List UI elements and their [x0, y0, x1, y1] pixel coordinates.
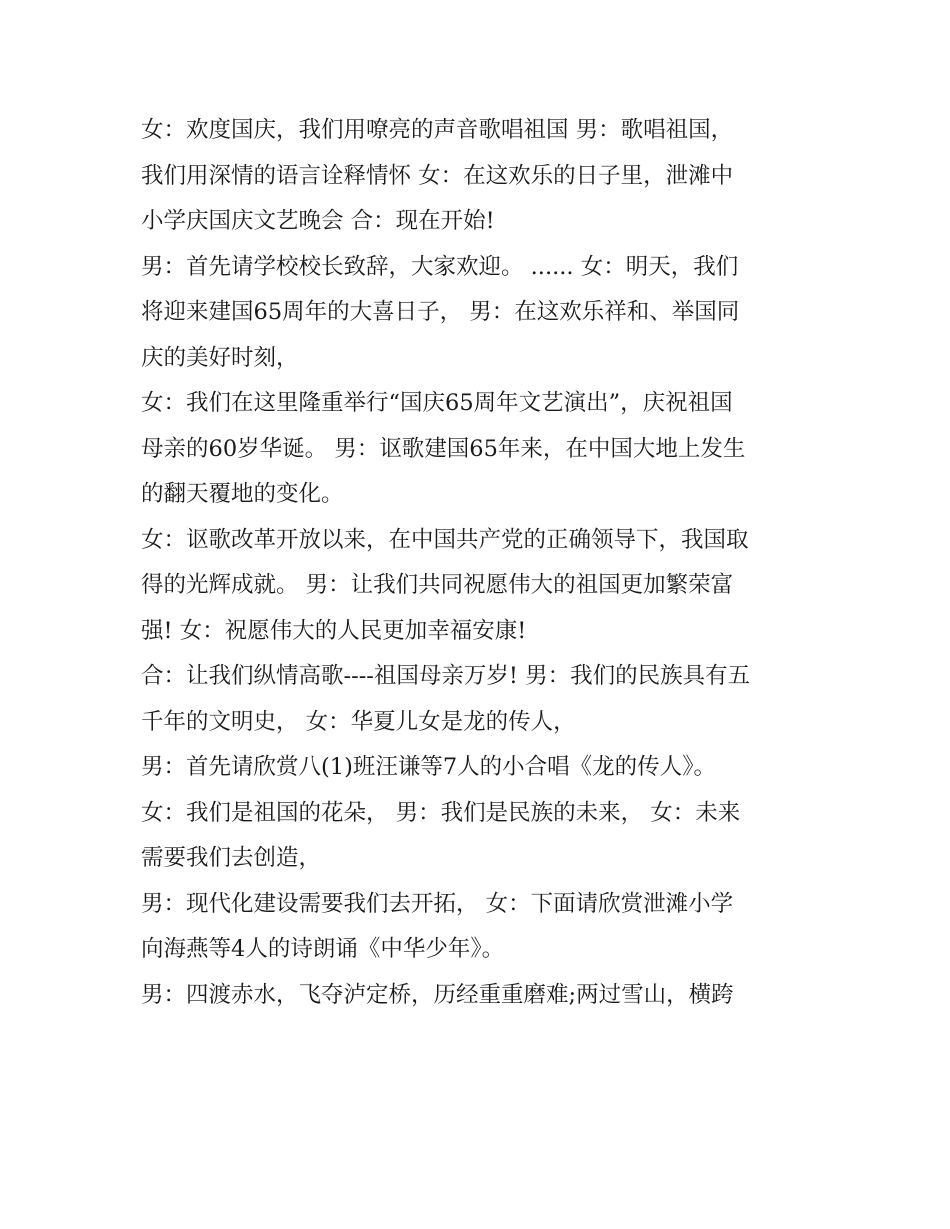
text-line: 向海燕等4人的诗朗诵《中华少年》。	[141, 936, 505, 962]
text-line: 得的光辉成就。 男：让我们共同祝愿伟大的祖国更加繁荣富	[141, 572, 734, 598]
text-line: 我们用深情的语言诠释情怀 女：在这欢乐的日子里，泄滩中	[141, 162, 734, 189]
text-line: 的翻天覆地的变化。	[141, 481, 344, 507]
text-line: 千年的文明史， 女：华夏儿女是龙的传人，	[141, 708, 576, 735]
document-body	[141, 108, 821, 1018]
text-line: 母亲的60岁华诞。 男：讴歌建国65年来，在中国大地上发生	[141, 435, 746, 462]
text-line: 小学庆国庆文艺晚会 合：现在开始!	[141, 208, 495, 234]
text-line: 女：我们在这里隆重举行“国庆65周年文艺演出”，庆祝祖国	[141, 390, 733, 416]
text-line: 女：讴歌改革开放以来，在中国共产党的正确领导下，我国取	[141, 526, 749, 553]
text-line: 女：我们是祖国的花朵， 男：我们是民族的未来， 女：未来	[141, 799, 741, 826]
text-line: 男：首先请学校校长致辞，大家欢迎。 ...... 女：明天，我们	[141, 253, 739, 280]
text-line: 合：让我们纵情高歌----祖国母亲万岁! 男：我们的民族具有五	[141, 663, 751, 689]
text-line: 女：欢度国庆，我们用嘹亮的声音歌唱祖国 男：歌唱祖国，	[141, 117, 734, 143]
text-line: 男：首先请欣赏八(1)班汪谦等7人的小合唱《龙的传人》。	[141, 754, 716, 780]
text-line: 将迎来建国65周年的大喜日子， 男：在这欢乐祥和、举国同	[141, 299, 740, 325]
text-line: 庆的美好时刻，	[141, 344, 299, 371]
text-line: 男：现代化建设需要我们去开拓， 女：下面请欣赏泄滩小学	[141, 890, 734, 917]
text-line: 男：四渡赤水，飞夺泸定桥，历经重重磨难;两过雪山，横跨	[141, 981, 734, 1008]
text-line: 强! 女：祝愿伟大的人民更加幸福安康!	[141, 617, 527, 644]
text-line: 需要我们去创造，	[141, 845, 322, 871]
